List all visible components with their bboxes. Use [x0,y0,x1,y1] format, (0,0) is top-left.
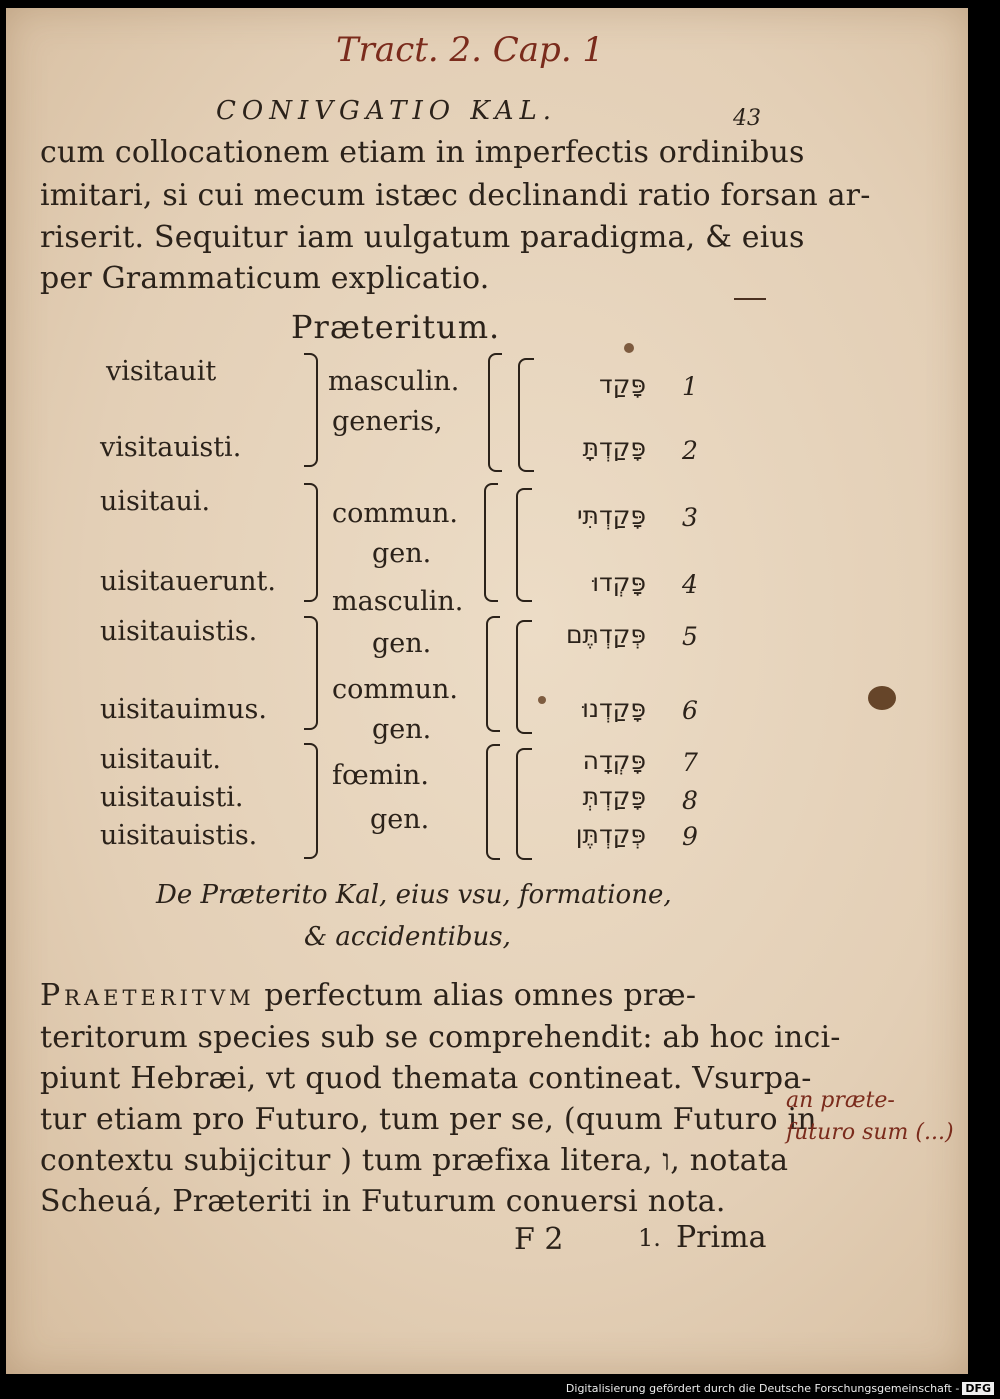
brace [516,488,532,602]
table-title: Præteritum. [291,308,501,346]
brace [304,483,318,602]
latin-form: uisitauisti. [100,782,244,813]
hebrew-form: פָּקַדְתִּי [576,501,646,530]
row-number: 8 [682,786,698,815]
row-number: 7 [682,748,698,777]
hebrew-form: פָּקְדוּ [592,568,646,597]
brace [486,744,500,860]
paragraph-line: Praeteritvm perfectum alias omnes præ- [40,978,697,1013]
section-heading: & accidentibus, [304,922,511,952]
brace [518,358,534,472]
signature-mark: F 2 [514,1222,564,1257]
paragraph-line: tur etiam pro Futuro, tum per se, (quum Futuro in [40,1102,817,1137]
row-number: 9 [682,822,698,851]
hebrew-form: פָּקַדְנוּ [582,694,646,723]
paragraph-line: teritorum species sub se comprehendit: ab hoc inci- [40,1020,841,1055]
latin-form: visitauit [106,356,217,387]
gender-label: commun. [332,674,458,705]
paragraph-initial: Praeteritvm [40,978,255,1013]
hebrew-form: פָּקַד [599,370,646,399]
margin-dash [734,298,766,300]
brace [516,620,532,734]
gender-label: gen. [370,804,430,835]
row-number: 4 [682,570,698,599]
row-number: 1 [682,372,698,401]
dfg-logo: DFG [962,1382,994,1395]
page-number: 43 [733,106,761,131]
brace [488,353,502,472]
gender-label: fœmin. [332,760,429,791]
ink-spot [538,696,546,704]
gender-label: gen. [372,714,432,745]
running-head: CONIVGATIO KAL. [216,96,557,126]
brace [484,483,498,602]
brace [304,353,318,467]
hebrew-form: פָּקַדְתְּ [582,782,646,811]
gender-label: masculin. [328,366,460,397]
row-number: 6 [682,696,698,725]
intro-line: riserit. Sequitur iam uulgatum paradigma, & eius [40,220,805,255]
gender-label: commun. [332,498,458,529]
intro-line: imitari, si cui mecum istæc declinandi ratio forsan ar- [40,178,871,213]
latin-form: uisitauimus. [100,694,267,725]
latin-form: uisitauerunt. [100,566,276,597]
book-page [6,8,968,1374]
latin-form: uisitauit. [100,744,221,775]
handwritten-annotation-top: Tract. 2. Cap. 1 [336,30,605,70]
brace [304,616,318,730]
row-number: 5 [682,622,698,651]
latin-form: visitauisti. [100,432,242,463]
gender-label: gen. [372,538,432,569]
section-heading: De Præterito Kal, eius vsu, formatione, [156,880,672,910]
latin-form: uisitauistis. [100,616,258,647]
row-number: 2 [682,436,698,465]
paragraph-line: Scheuá, Præteriti in Futurum conuersi nota. [40,1184,726,1219]
catchword-number: 1. [638,1224,661,1252]
latin-form: uisitaui. [100,486,211,517]
paragraph-line: contextu subijcitur ) tum præfixa litera, ו, notata [40,1143,789,1178]
hebrew-form: פְּקַדְתֶּם [565,620,646,649]
catchword: Prima [676,1220,767,1255]
paragraph-line: piunt Hebræi, vt quod themata contineat. Vsurpa- [40,1061,812,1096]
stain [868,686,896,710]
margin-annotation: an præte- [786,1088,895,1113]
ink-spot [624,343,634,353]
gender-label: gen. [372,628,432,659]
intro-line: cum collocationem etiam in imperfectis ordinibus [40,135,805,170]
intro-line: per Grammaticum explicatio. [40,261,490,296]
brace [486,616,500,732]
gender-label: generis, [332,406,443,437]
gender-label: masculin. [332,586,464,617]
hebrew-form: פָּקְדָה [582,746,646,775]
brace [516,748,532,860]
hebrew-form: פְּקַדְתֶּן [575,820,646,849]
row-number: 3 [682,503,698,532]
digitization-credit: Digitalisierung gefördert durch die Deutsche Forschungsgemeinschaft - DFG [566,1382,994,1395]
latin-form: uisitauistis. [100,820,258,851]
hebrew-form: פָּקַדְתָּ [582,433,646,462]
margin-annotation: futuro sum (...) [786,1120,954,1145]
brace [304,743,318,859]
